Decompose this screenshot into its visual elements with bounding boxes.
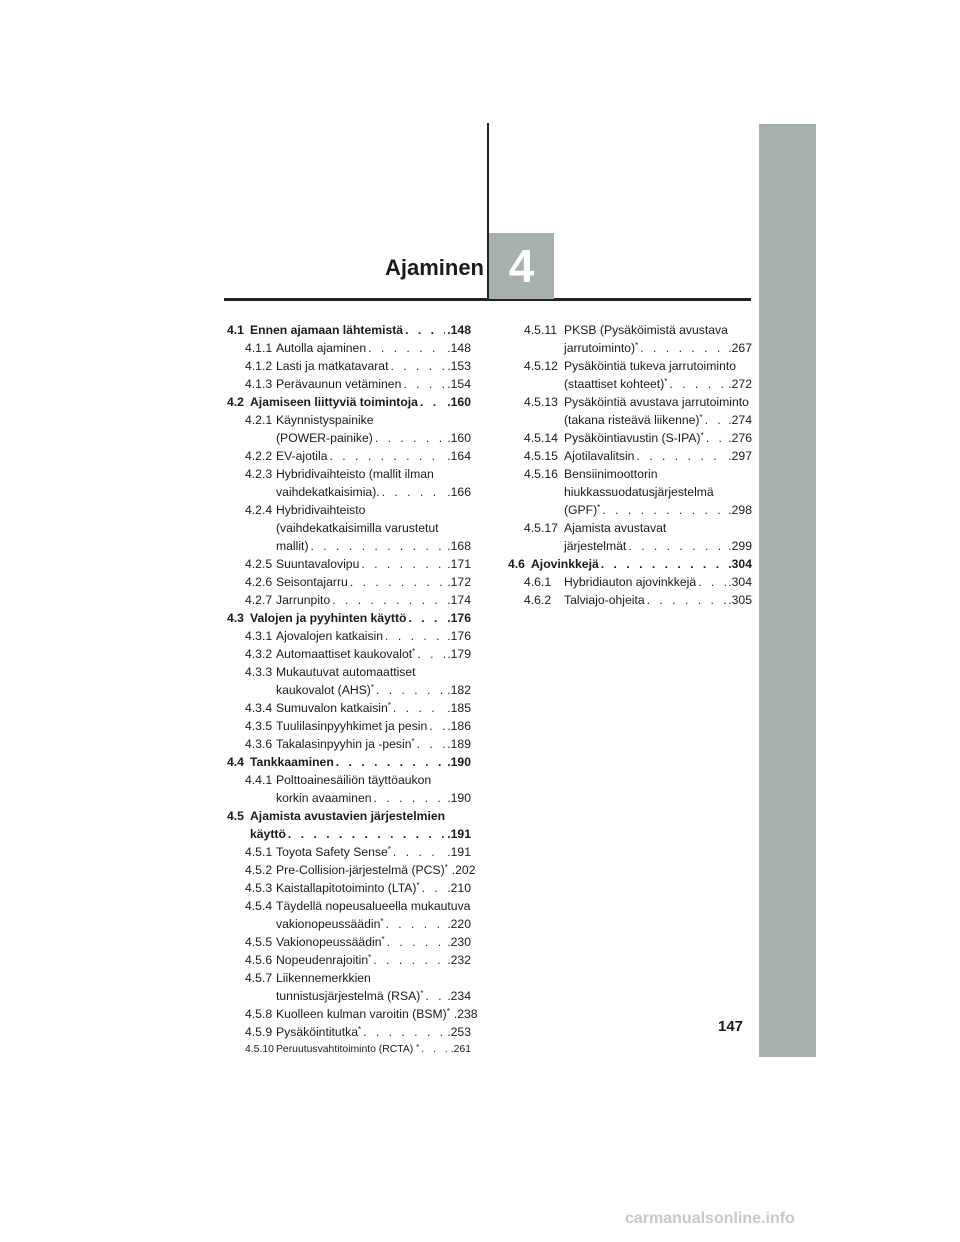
toc-entry[interactable] xyxy=(227,717,471,735)
toc-entry-number: 4.3.4 xyxy=(245,701,273,715)
toc-entry-number: 4.1.3 xyxy=(245,377,273,391)
toc-entry-title: Pysäköintiavustin (S-IPA)* xyxy=(564,431,704,445)
toc-entry[interactable] xyxy=(508,573,752,591)
toc-page-number: .148 xyxy=(447,323,471,337)
toc-page-number: .176 xyxy=(447,611,471,625)
dot-leader xyxy=(374,789,446,807)
toc-entry-number: 4.5.2 xyxy=(245,863,273,877)
toc-page-number: .298 xyxy=(728,503,752,517)
toc-entry-title: Tuulilasinpyyhkimet ja pesin xyxy=(276,719,428,733)
toc-entry-number: 4.5.9 xyxy=(245,1025,273,1039)
toc-entry[interactable] xyxy=(508,357,752,393)
toc-entry-number: 4.5.3 xyxy=(245,881,273,895)
dot-leader xyxy=(429,717,445,735)
toc-entry-title: mallit) xyxy=(276,539,309,553)
toc-page-number: .220 xyxy=(447,917,471,931)
toc-entry-number: 4.3.5 xyxy=(245,719,273,733)
toc-entry[interactable] xyxy=(227,1023,471,1041)
dot-leader xyxy=(385,915,445,933)
dot-leader xyxy=(425,987,445,1005)
chapter-side-tab xyxy=(759,124,816,1057)
toc-entry-title: Pre-Collision-järjestelmä (PCS)* xyxy=(276,863,448,877)
toc-entry[interactable] xyxy=(227,645,471,663)
toc-section[interactable] xyxy=(508,555,752,573)
toc-entry-title: PKSB (Pysäköimistä avustava xyxy=(564,323,728,337)
toc-entry-number: 4.5.14 xyxy=(524,431,558,445)
toc-entry-title: Ajovinkkejä xyxy=(531,557,599,571)
dot-leader xyxy=(698,573,726,591)
toc-entry[interactable] xyxy=(508,393,752,429)
toc-entry-title: järjestelmät xyxy=(564,539,627,553)
toc-entry-number: 4.5.16 xyxy=(524,467,558,481)
toc-entry-number: 4.5.5 xyxy=(245,935,273,949)
toc-entry-title: Automaattiset kaukovalot* xyxy=(276,647,416,661)
toc-page-number: .276 xyxy=(728,431,752,445)
dot-leader xyxy=(417,735,446,753)
toc-entry-number: 4.3.1 xyxy=(245,629,273,643)
toc-entry[interactable] xyxy=(508,591,752,609)
toc-page-number: .154 xyxy=(447,377,471,391)
dot-leader xyxy=(628,537,726,555)
dot-leader xyxy=(336,753,446,771)
dot-leader xyxy=(373,951,445,969)
toc-page-number: .230 xyxy=(447,935,471,949)
toc-entry-number: 4.2.4 xyxy=(245,503,273,517)
toc-entry-title: Täydellä nopeusalueella mukautuva xyxy=(276,899,471,913)
toc-section[interactable] xyxy=(227,807,471,843)
toc-entry-number: 4.5.4 xyxy=(245,899,273,913)
toc-entry-number: 4.6.1 xyxy=(524,575,552,589)
toc-entry-title: Lasti ja matkatavarat xyxy=(276,359,389,373)
toc-entry-title: Valojen ja pyyhinten käyttö xyxy=(250,611,407,625)
dot-leader xyxy=(288,825,445,843)
dot-leader xyxy=(422,879,446,897)
toc-entry-title: Ajovalojen katkaisin xyxy=(276,629,384,643)
toc-entry-title: hiukkassuodatusjärjestelmä xyxy=(564,485,714,499)
page-number: 147 xyxy=(718,1018,744,1035)
toc-entry-title: Vakionopeussäädin* xyxy=(276,935,385,949)
toc-entry[interactable] xyxy=(227,555,471,573)
dot-leader xyxy=(385,627,445,645)
toc-entry[interactable] xyxy=(227,735,471,753)
toc-entry-title: Suuntavalovipu xyxy=(276,557,360,571)
toc-entry[interactable] xyxy=(508,321,752,357)
toc-entry[interactable] xyxy=(227,1005,478,1023)
toc-entry-title: korkin avaaminen xyxy=(276,791,372,805)
toc-entry-number: 4.4.1 xyxy=(245,773,273,787)
dot-leader xyxy=(403,375,445,393)
dot-leader xyxy=(332,591,445,609)
toc-page-number: .174 xyxy=(447,593,471,607)
toc-entry[interactable] xyxy=(227,375,471,393)
toc-entry-title: kaukovalot (AHS)* xyxy=(276,683,374,697)
dot-leader xyxy=(361,555,445,573)
toc-page-number: .190 xyxy=(447,791,471,805)
toc-entry-number: 4.1.2 xyxy=(245,359,273,373)
toc-entry-title: Mukautuvat automaattiset xyxy=(276,665,416,679)
dot-leader xyxy=(368,339,445,357)
toc-page-number: .272 xyxy=(728,377,752,391)
toc-page-number: .189 xyxy=(447,737,471,751)
toc-page-number: .172 xyxy=(447,575,471,589)
toc-entry[interactable] xyxy=(227,933,471,951)
toc-page-number: .267 xyxy=(728,341,752,355)
toc-page-number: .191 xyxy=(447,827,471,841)
dot-leader xyxy=(363,1023,445,1041)
toc-page-number: .299 xyxy=(728,539,752,553)
toc-entry[interactable] xyxy=(227,969,471,1005)
toc-page-number: .304 xyxy=(728,557,752,571)
toc-column-left xyxy=(227,321,478,1059)
toc-entry-title: (takana risteävä liikenne)* xyxy=(564,413,703,427)
dot-leader xyxy=(669,375,726,393)
toc-entry[interactable] xyxy=(227,627,471,645)
toc-entry-number: 4.6.2 xyxy=(524,593,552,607)
toc-entry[interactable] xyxy=(227,339,471,357)
dot-leader xyxy=(417,645,445,663)
dot-leader xyxy=(350,573,445,591)
toc-entry-number: 4.6 xyxy=(508,557,525,571)
toc-section[interactable] xyxy=(227,393,471,411)
toc-entry-title: Hybridivaihteisto xyxy=(276,503,366,517)
toc-entry-title: Käynnistyspainike xyxy=(276,413,374,427)
toc-page-number: .186 xyxy=(447,719,471,733)
dot-leader xyxy=(705,411,727,429)
toc-page-number: .160 xyxy=(447,431,471,445)
toc-entry[interactable] xyxy=(227,501,471,555)
toc-entry-title: Pysäköintiä avustava jarrutoiminto xyxy=(564,395,749,409)
toc-entry-title: tunnistusjärjestelmä (RSA)* xyxy=(276,989,424,1003)
toc-entry-title: (staattiset kohteet)* xyxy=(564,377,668,391)
toc-entry-title: Ajamiseen liittyviä toimintoja xyxy=(250,395,418,409)
toc-entry[interactable] xyxy=(227,771,471,807)
toc-page-number: .202 xyxy=(451,863,476,877)
toc-entry-title: Kaistallapitotoiminto (LTA)* xyxy=(276,881,420,895)
toc-page-number: .261 xyxy=(450,1044,471,1055)
toc-page-number: .179 xyxy=(447,647,471,661)
toc-page-number: .185 xyxy=(447,701,471,715)
toc-page-number: .164 xyxy=(447,449,471,463)
toc-page-number: .168 xyxy=(447,539,471,553)
dot-leader xyxy=(390,357,445,375)
toc-page-number: .153 xyxy=(447,359,471,373)
dot-leader xyxy=(405,321,445,339)
dot-leader xyxy=(408,609,445,627)
toc-entry-title: Ajamista avustavat xyxy=(564,521,667,535)
toc-page-number: .171 xyxy=(447,557,471,571)
chapter-number: 4 xyxy=(508,240,535,292)
toc-entry-title: vaihdekatkaisimia). xyxy=(276,485,380,499)
toc-entry-title: (POWER-painike) xyxy=(276,431,373,445)
toc-entry-number: 4.1 xyxy=(227,323,244,337)
toc-column-right xyxy=(508,321,752,609)
toc-entry-title: Toyota Safety Sense* xyxy=(276,845,391,859)
toc-entry-title: käyttö xyxy=(250,827,286,841)
toc-entry-number: 4.4 xyxy=(227,755,244,769)
toc-entry-title: (vaihdekatkaisimilla varustetut xyxy=(276,521,439,535)
toc-entry-title: Bensiinimoottorin xyxy=(564,467,658,481)
dot-leader xyxy=(387,933,446,951)
toc-entry-title: Pysäköintitutka* xyxy=(276,1025,362,1039)
toc-entry[interactable] xyxy=(508,447,752,465)
toc-entry-title: Autolla ajaminen xyxy=(276,341,367,355)
toc-entry-title: Perävaunun vetäminen xyxy=(276,377,402,391)
toc-entry-number: 4.2.5 xyxy=(245,557,273,571)
toc-entry[interactable] xyxy=(227,1041,471,1059)
toc-entry-title: Pysäköintiä tukeva jarrutoiminto xyxy=(564,359,737,373)
toc-entry[interactable] xyxy=(227,447,471,465)
toc-page-number: .182 xyxy=(447,683,471,697)
toc-entry[interactable] xyxy=(227,465,471,501)
toc-entry[interactable] xyxy=(227,591,471,609)
toc-page-number: .191 xyxy=(447,845,471,859)
dot-leader xyxy=(602,501,726,519)
toc-entry-number: 4.2.7 xyxy=(245,593,273,607)
toc-page-number: .234 xyxy=(447,989,471,1003)
toc-page-number: .160 xyxy=(447,395,471,409)
toc-entry-number: 4.5.6 xyxy=(245,953,273,967)
dot-leader xyxy=(601,555,727,573)
toc-entry-title: vakionopeussäädin* xyxy=(276,917,384,931)
toc-entry[interactable] xyxy=(227,573,471,591)
toc-entry-number: 4.5.13 xyxy=(524,395,558,409)
toc-entry-title: Takalasinpyyhin ja -pesin* xyxy=(276,737,415,751)
toc-entry[interactable] xyxy=(227,861,476,879)
toc-entry[interactable] xyxy=(227,897,471,933)
dot-leader xyxy=(376,681,445,699)
toc-entry-number: 4.5.17 xyxy=(524,521,558,535)
toc-entry[interactable] xyxy=(508,465,752,519)
toc-page-number: .274 xyxy=(728,413,752,427)
toc-entry-title: Peruutusvahtitoiminto (RCTA) * xyxy=(276,1043,420,1055)
toc-page-number: .176 xyxy=(447,629,471,643)
toc-entry-number: 4.2.6 xyxy=(245,575,273,589)
toc-entry-title: Nopeudenrajoitin* xyxy=(276,953,372,967)
toc-entry[interactable] xyxy=(227,951,471,969)
toc-entry-title: Ennen ajamaan lähtemistä xyxy=(250,323,404,337)
toc-entry-number: 4.5.10 xyxy=(245,1044,274,1055)
toc-page-number: .232 xyxy=(447,953,471,967)
toc-entry-title: EV-ajotila xyxy=(276,449,328,463)
toc-entry[interactable] xyxy=(227,879,471,897)
header-horizontal-rule xyxy=(224,298,751,301)
toc-entry-number: 4.1.1 xyxy=(245,341,273,355)
toc-entry-number: 4.2.3 xyxy=(245,467,273,481)
dot-leader xyxy=(647,591,727,609)
toc-entry[interactable] xyxy=(227,663,471,699)
toc-page-number: .305 xyxy=(728,593,752,607)
toc-entry[interactable] xyxy=(508,429,752,447)
dot-leader xyxy=(420,393,445,411)
toc-page-number: .297 xyxy=(728,449,752,463)
toc-entry[interactable] xyxy=(227,411,471,447)
toc-section[interactable] xyxy=(227,321,471,339)
toc-entry-number: 4.3 xyxy=(227,611,244,625)
toc-page-number: .304 xyxy=(728,575,752,589)
toc-entry-title: Talviajo-ohjeita xyxy=(564,593,645,607)
toc-entry-number: 4.5.1 xyxy=(245,845,273,859)
toc-entry-number: 4.2 xyxy=(227,395,244,409)
dot-leader xyxy=(330,447,446,465)
toc-page-number: .190 xyxy=(447,755,471,769)
toc-entry-title: Ajotilavalitsin xyxy=(564,449,635,463)
watermark: carmanualsonline.info xyxy=(625,1210,795,1227)
toc-entry[interactable] xyxy=(227,843,471,861)
toc-entry-number: 4.5.8 xyxy=(245,1007,273,1021)
toc-entry[interactable] xyxy=(227,699,471,717)
toc-entry-number: 4.3.2 xyxy=(245,647,273,661)
toc-entry-number: 4.5.7 xyxy=(245,971,273,985)
toc-page-number: .166 xyxy=(447,485,471,499)
toc-page-number: .238 xyxy=(453,1007,478,1021)
toc-entry-number: 4.5.11 xyxy=(524,323,557,337)
dot-leader xyxy=(393,843,445,861)
toc-entry-title: jarrutoiminto)* xyxy=(564,341,639,355)
dot-leader xyxy=(311,537,446,555)
toc-entry-title: (GPF)* xyxy=(564,503,601,517)
toc-entry-title: Sumuvalon katkaisin* xyxy=(276,701,391,715)
toc-entry-number: 4.5 xyxy=(227,809,244,823)
toc-entry-title: Polttoainesäiliön täyttöaukon xyxy=(276,773,432,787)
dot-leader xyxy=(706,429,727,447)
toc-page-number: .148 xyxy=(447,341,471,355)
chapter-title: Ajaminen xyxy=(384,255,484,280)
dot-leader xyxy=(393,699,445,717)
toc-page-number: .253 xyxy=(447,1025,471,1039)
toc-section[interactable] xyxy=(227,609,471,627)
toc-entry-number: 4.2.1 xyxy=(245,413,273,427)
dot-leader xyxy=(375,429,445,447)
dot-leader xyxy=(640,339,726,357)
toc-entry-number: 4.3.6 xyxy=(245,737,273,751)
toc-entry-title: Ajamista avustavien järjestelmien xyxy=(250,809,446,823)
toc-entry-title: Hybridivaihteisto (mallit ilman xyxy=(276,467,434,481)
toc-entry-number: 4.2.2 xyxy=(245,449,273,463)
dot-leader xyxy=(636,447,726,465)
toc-entry-number: 4.5.15 xyxy=(524,449,558,463)
toc-entry-number: 4.3.3 xyxy=(245,665,273,679)
toc-entry[interactable] xyxy=(227,357,471,375)
toc-section[interactable] xyxy=(227,753,471,771)
toc-entry-number: 4.5.12 xyxy=(524,359,558,373)
toc-page-number: .210 xyxy=(447,881,471,895)
dot-leader xyxy=(421,1041,449,1059)
toc-entry-title: Liikennemerkkien xyxy=(276,971,371,985)
toc-entry-title: Seisontajarru xyxy=(276,575,348,589)
toc-entry-title: Tankkaaminen xyxy=(250,755,334,769)
toc-entry-title: Kuolleen kulman varoitin (BSM)* xyxy=(276,1007,450,1021)
toc-entry-title: Hybridiauton ajovinkkejä xyxy=(564,575,697,589)
toc-entry[interactable] xyxy=(508,519,752,555)
dot-leader xyxy=(382,483,446,501)
toc-entry-title: Jarrunpito xyxy=(276,593,331,607)
